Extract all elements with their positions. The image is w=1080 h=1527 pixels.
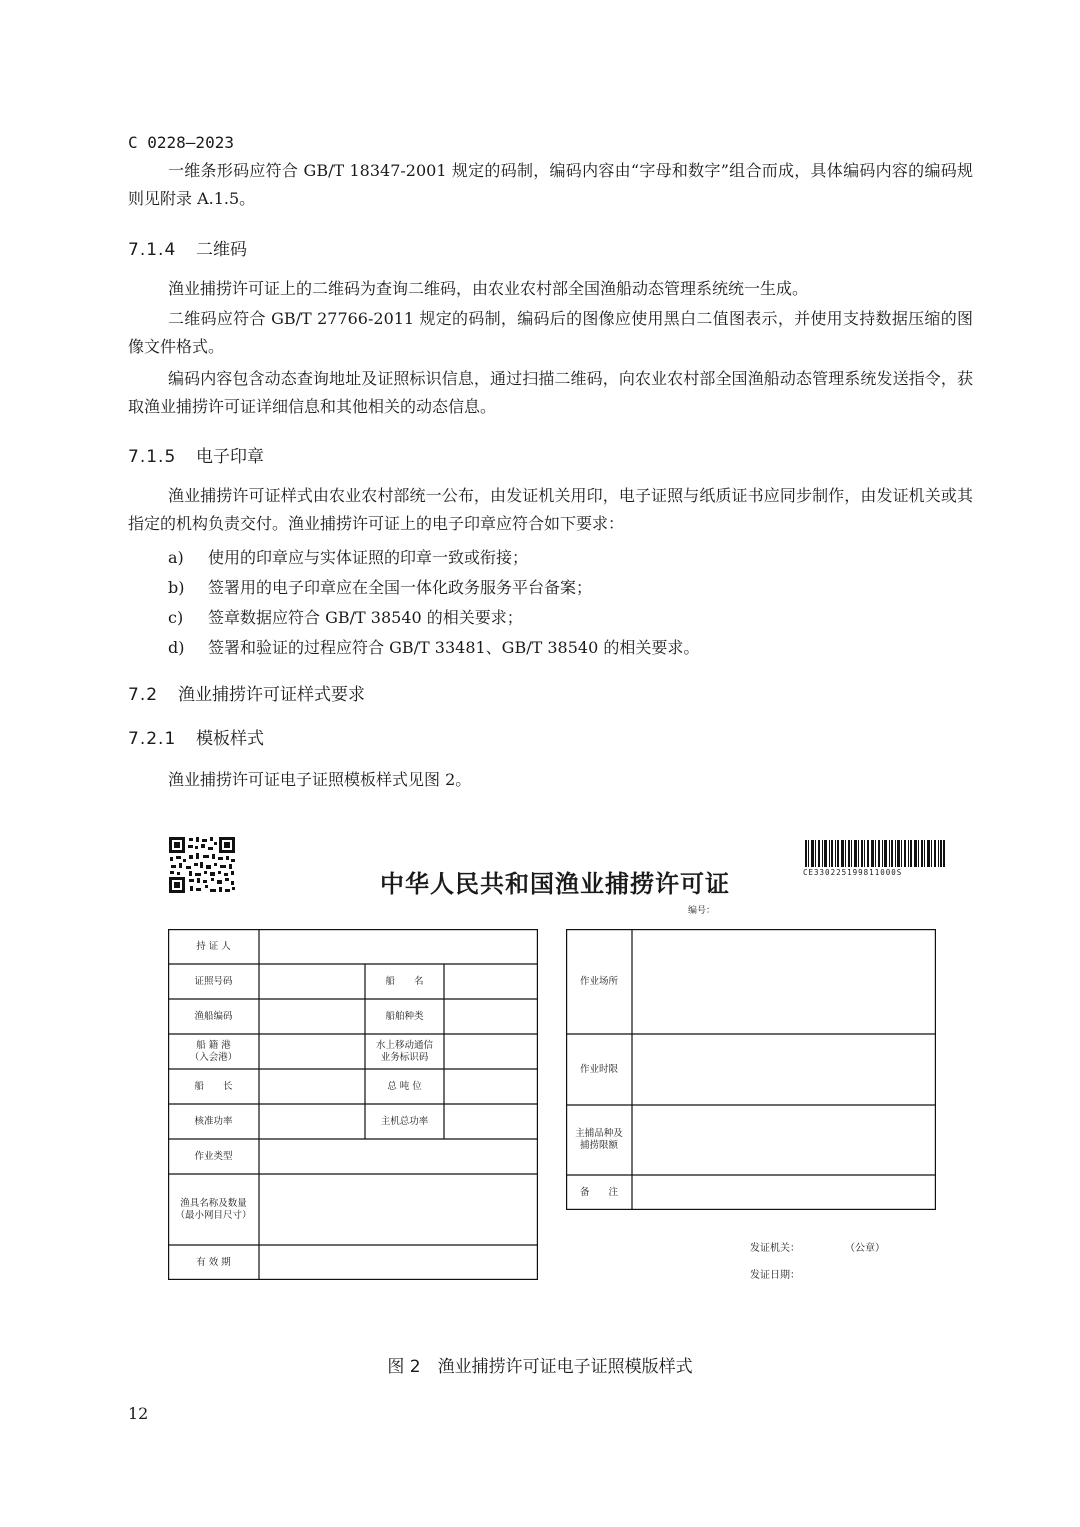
barcode-icon [805, 840, 945, 867]
section-heading-7-1-4 [128, 235, 247, 260]
section-title: 二维码 [196, 240, 247, 260]
list-text: 使用的印章应与实体证照的印章一致或衔接； [208, 548, 529, 567]
remarks-label: 备 注 [579, 1186, 618, 1198]
section-heading-7-2-1 [128, 724, 264, 749]
op-type-label: 作业类型 [194, 1150, 233, 1162]
section-number: 7.1.5 [128, 447, 177, 467]
section-heading-7-1-5 [128, 442, 264, 467]
cert-no-label: 证照号码 [194, 975, 233, 987]
standard-code-header: C 0228—2023 [128, 133, 234, 152]
section-number: 7.2.1 [128, 729, 177, 749]
list-marker: a) [168, 548, 184, 567]
list-item [168, 575, 592, 598]
section-number: 7.2 [128, 685, 159, 705]
home-port-label: 船 籍 港 （入会港） [189, 1039, 238, 1063]
approved-power-label: 核准功率 [194, 1115, 233, 1127]
list-item [168, 545, 528, 568]
issuer-label: 发证机关： [750, 1243, 800, 1254]
qr-paragraph-3: 编码内容包含动态查询地址及证照标识信息，通过扫描二维码，向农业农村部全国渔船动态管理系统发送指令，获取渔业捕捞许可证详细信息和其他相关的动态信息。 [128, 369, 973, 416]
op-period-label: 作业时限 [579, 1063, 618, 1075]
vessel-type-label: 船舶种类 [385, 1010, 424, 1022]
page-number: 12 [128, 1404, 149, 1423]
list-text: 签署和验证的过程应符合 GB/T 33481、GB/T 38540 的相关要求。 [208, 638, 700, 657]
main-power-label: 主机总功率 [380, 1115, 429, 1127]
barcode-paragraph: 一维条形码应符合 GB/T 18347-2001 规定的码制，编码内容由“字母和数字”组合而成，具体编码内容的编码规则见附录 A.1.5。 [128, 161, 973, 208]
holder-label: 持 证 人 [196, 940, 231, 952]
seal-paragraph: 渔业捕捞许可证样式由农业农村部统一公布，由发证机关用印，电子证照与纸质证书应同步制作，由发证机关或其指定的机构负责交付。渔业捕捞许可证上的电子印章应符合如下要求： [128, 486, 973, 533]
op-area-label: 作业场所 [579, 975, 618, 987]
section-title: 模板样式 [196, 729, 264, 749]
list-item [168, 605, 523, 628]
holder-field [259, 929, 538, 964]
number-label: 编号： [688, 906, 716, 916]
figure-caption: 图 2 渔业捕捞许可证电子证照模版样式 [387, 1357, 693, 1377]
seal-label: （公章） [845, 1243, 885, 1254]
issue-date-label: 发证日期： [750, 1270, 800, 1281]
list-marker: b) [168, 578, 185, 597]
mmsi-label: 水上移动通信 业务标识码 [375, 1039, 433, 1063]
tonnage-label: 总 吨 位 [387, 1080, 422, 1092]
license-right-table [566, 929, 936, 1210]
license-title: 中华人民共和国渔业捕捞许可证 [380, 870, 730, 898]
list-marker: d) [168, 638, 185, 657]
section-heading-7-2 [128, 680, 365, 705]
barcode-number: CE330225199811000S [803, 868, 903, 877]
qr-code-icon [168, 836, 236, 894]
list-text: 签署用的电子印章应在全国一体化政务服务平台备案； [208, 578, 593, 597]
qr-paragraph-2: 二维码应符合 GB/T 27766-2011 规定的码制，编码后的图像应使用黑白二值图表示，并使用支持数据压缩的图像文件格式。 [128, 309, 973, 356]
list-marker: c) [168, 608, 184, 627]
species-quota-label: 主捕品种及 捕捞限额 [575, 1128, 623, 1151]
list-item [168, 635, 699, 658]
vessel-code-label: 渔船编码 [194, 1010, 233, 1022]
list-text: 签章数据应符合 GB/T 38540 的相关要求； [208, 608, 523, 627]
section-number: 7.1.4 [128, 240, 177, 260]
template-paragraph: 渔业捕捞许可证电子证照模板样式见图 2。 [168, 770, 472, 789]
ship-name-label: 船 名 [385, 975, 424, 987]
length-label: 船 长 [194, 1080, 233, 1092]
section-title: 电子印章 [196, 447, 264, 467]
qr-paragraph-1: 渔业捕捞许可证上的二维码为查询二维码，由农业农村部全国渔船动态管理系统统一生成。 [168, 279, 809, 298]
gear-label: 渔具名称及数量 （最小网目尺寸） [175, 1197, 252, 1221]
section-title: 渔业捕捞许可证样式要求 [178, 685, 365, 705]
validity-label: 有 效 期 [196, 1256, 231, 1268]
license-left-table [168, 929, 538, 1280]
